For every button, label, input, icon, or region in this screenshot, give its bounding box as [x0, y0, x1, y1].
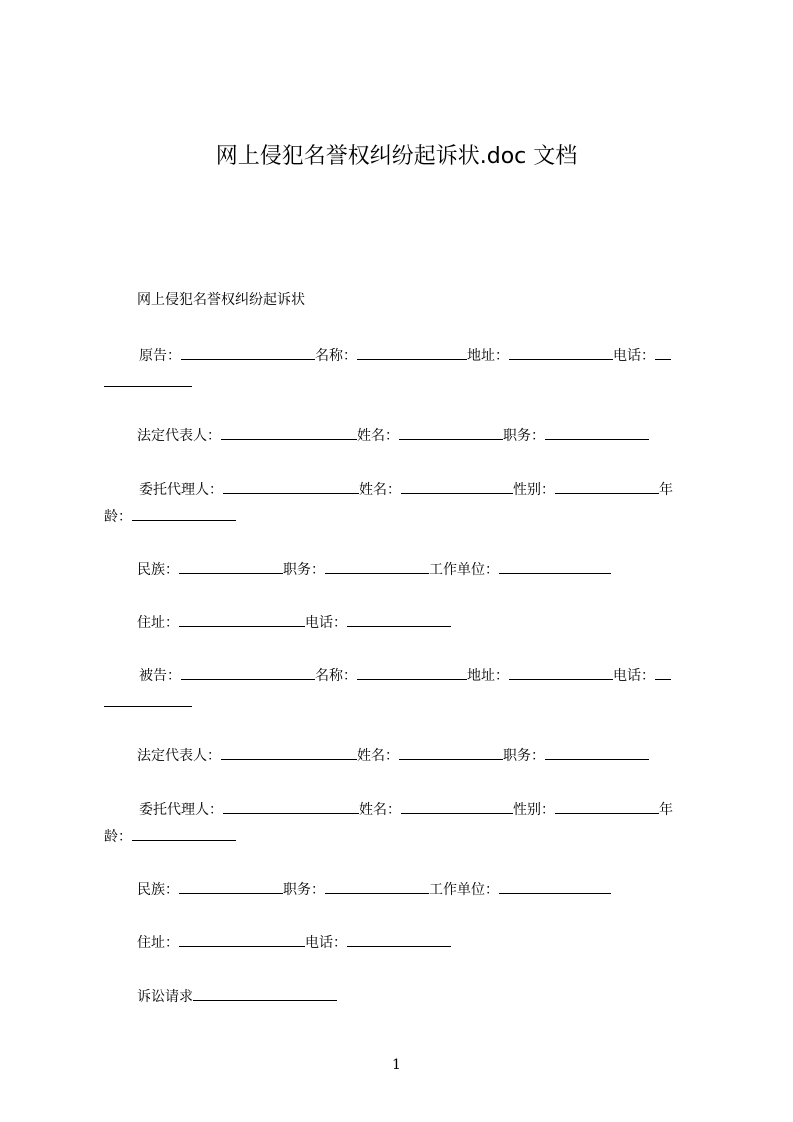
plaintiff-position-label: 职务： [283, 562, 325, 578]
plaintiff-agent-blank[interactable] [223, 478, 359, 494]
plaintiff-agent-age-label-2: 龄： [104, 509, 132, 525]
plaintiff-address-label: 地址： [467, 348, 509, 364]
plaintiff-residence-label: 住址： [137, 615, 179, 631]
plaintiff-legal-rep-position-label: 职务： [503, 428, 545, 444]
plaintiff-position-blank[interactable] [325, 558, 429, 574]
defendant-work-unit-blank[interactable] [499, 878, 611, 894]
defendant-ethnicity-line [137, 878, 611, 900]
defendant-legal-rep-position-label: 职务： [503, 748, 545, 764]
plaintiff-agent-name-label: 姓名： [359, 482, 401, 498]
defendant-residence-phone-label: 电话： [305, 935, 347, 951]
defendant-agent-gender-label: 性别： [513, 802, 555, 818]
plaintiff-legal-rep-name-blank[interactable] [399, 424, 503, 440]
defendant-phone-blank-2[interactable] [104, 691, 192, 707]
defendant-line [139, 664, 671, 686]
defendant-legal-rep-blank[interactable] [221, 744, 357, 760]
defendant-agent-blank[interactable] [223, 798, 359, 814]
defendant-legal-rep-line [137, 744, 649, 766]
plaintiff-agent-name-blank[interactable] [401, 478, 513, 494]
defendant-work-unit-label: 工作单位： [429, 882, 499, 898]
defendant-position-label: 职务： [283, 882, 325, 898]
plaintiff-legal-rep-name-label: 姓名： [357, 428, 399, 444]
defendant-legal-rep-name-label: 姓名： [357, 748, 399, 764]
defendant-name-label: 名称： [315, 668, 357, 684]
plaintiff-residence-phone-label: 电话： [305, 615, 347, 631]
defendant-position-blank[interactable] [325, 878, 429, 894]
defendant-age-blank[interactable] [132, 825, 236, 841]
plaintiff-agent-age-label-1: 年 [659, 482, 673, 498]
plaintiff-legal-rep-position-blank[interactable] [545, 424, 649, 440]
plaintiff-line [139, 344, 671, 366]
plaintiff-legal-rep-label: 法定代表人： [137, 428, 221, 444]
plaintiff-ethnicity-blank[interactable] [179, 558, 283, 574]
plaintiff-agent-gender-blank[interactable] [555, 478, 659, 494]
plaintiff-address-blank[interactable] [509, 344, 613, 360]
defendant-age-line [104, 825, 236, 847]
claims-line [137, 985, 337, 1007]
plaintiff-agent-line [139, 478, 673, 500]
defendant-address-blank[interactable] [509, 664, 613, 680]
defendant-agent-label: 委托代理人： [139, 802, 223, 818]
plaintiff-age-line [104, 505, 236, 527]
plaintiff-blank[interactable] [181, 344, 315, 360]
plaintiff-ethnicity-line [137, 558, 611, 580]
plaintiff-legal-rep-line [137, 424, 649, 446]
page-number: 1 [392, 1057, 401, 1073]
plaintiff-ethnicity-label: 民族： [137, 562, 179, 578]
plaintiff-work-unit-blank[interactable] [499, 558, 611, 574]
plaintiff-agent-gender-label: 性别： [513, 482, 555, 498]
plaintiff-name-blank[interactable] [357, 344, 467, 360]
defendant-residence-line [137, 931, 451, 953]
defendant-agent-age-label-2: 龄： [104, 829, 132, 845]
plaintiff-name-label: 名称： [315, 348, 357, 364]
claims-label: 诉讼请求 [137, 989, 193, 1005]
defendant-residence-blank[interactable] [179, 931, 305, 947]
plaintiff-legal-rep-blank[interactable] [221, 424, 357, 440]
defendant-address-label: 地址： [467, 668, 509, 684]
defendant-ethnicity-label: 民族： [137, 882, 179, 898]
defendant-agent-name-blank[interactable] [401, 798, 513, 814]
plaintiff-label: 原告： [139, 348, 181, 364]
defendant-residence-label: 住址： [137, 935, 179, 951]
defendant-legal-rep-position-blank[interactable] [545, 744, 649, 760]
defendant-blank[interactable] [181, 664, 315, 680]
defendant-phone-continued [104, 691, 192, 713]
defendant-agent-age-label-1: 年 [659, 802, 673, 818]
defendant-ethnicity-blank[interactable] [179, 878, 283, 894]
plaintiff-residence-line [137, 611, 451, 633]
defendant-phone-label: 电话： [613, 668, 655, 684]
claims-blank[interactable] [193, 985, 337, 1001]
plaintiff-phone-continued [104, 371, 192, 393]
document-title: 网上侵犯名誉权纠纷起诉状.doc 文档 [215, 144, 578, 169]
plaintiff-phone-label: 电话： [613, 348, 655, 364]
plaintiff-residence-phone-blank[interactable] [347, 611, 451, 627]
plaintiff-age-blank[interactable] [132, 505, 236, 521]
defendant-agent-gender-blank[interactable] [555, 798, 659, 814]
defendant-label: 被告： [139, 668, 181, 684]
plaintiff-phone-blank-2[interactable] [104, 371, 192, 387]
plaintiff-residence-blank[interactable] [179, 611, 305, 627]
plaintiff-agent-label: 委托代理人： [139, 482, 223, 498]
defendant-legal-rep-label: 法定代表人： [137, 748, 221, 764]
defendant-residence-phone-blank[interactable] [347, 931, 451, 947]
plaintiff-work-unit-label: 工作单位： [429, 562, 499, 578]
defendant-name-blank[interactable] [357, 664, 467, 680]
plaintiff-phone-blank-1[interactable] [655, 344, 671, 360]
defendant-phone-blank-1[interactable] [655, 664, 671, 680]
document-heading: 网上侵犯名誉权纠纷起诉状 [137, 292, 305, 308]
defendant-agent-line [139, 798, 673, 820]
defendant-legal-rep-name-blank[interactable] [399, 744, 503, 760]
defendant-agent-name-label: 姓名： [359, 802, 401, 818]
